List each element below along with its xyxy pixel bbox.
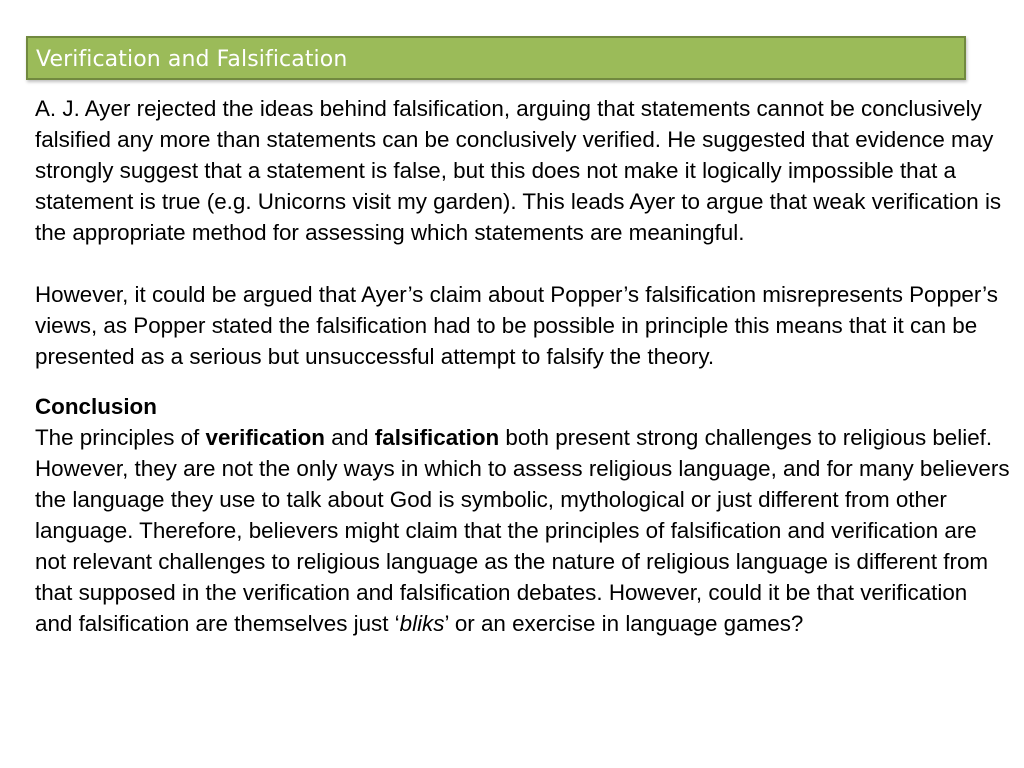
slide-body — [35, 93, 1010, 639]
slide-title: Verification and Falsification — [36, 47, 348, 72]
paragraph-popper: However, it could be argued that Ayer’s claim about Popper’s falsification misrepresents Popper’s views, as Popper stated the falsification had to be possible in principle this means that it can be presented as a serious but unsuccessful attempt to falsify the theory. — [35, 282, 998, 369]
term-falsification: falsification — [374, 425, 500, 450]
paragraph-ayer: A. J. Ayer rejected the ideas behind falsification, arguing that statements cannot be conclusively falsified any more than statements can be conclusively verified. He suggested that evidence may strongly suggest that a statement is false, but this does not make it logically impossible that a statement is true (e.g. Unicorns visit my garden). This leads Ayer to argue that weak verification is the appropriate method for assessing which statements are meaningful. — [35, 96, 1002, 245]
conclusion-paragraph — [35, 422, 1010, 639]
conclusion-text-middle: both present strong challenges to religious belief. However, they are not the only ways in which to assess religious language, and for many believers the language they use to talk about God is symbolic, mythological or just different from other language. Therefore, believers might claim that the principles of falsification and verification are not relevant challenges to religious language as the nature of religious language is different from that supposed in the verification and falsification debates. However, could it be that verification and falsification are themselves just ‘ — [35, 425, 1010, 636]
term-verification: verification — [205, 425, 325, 450]
conclusion-text-start: The principles of — [35, 425, 206, 450]
slide-title-bar — [26, 36, 966, 80]
conclusion-text-and: and — [324, 425, 375, 450]
conclusion-text-end: ’ or an exercise in language games? — [444, 611, 804, 636]
conclusion-heading: Conclusion — [35, 394, 157, 419]
term-bliks: bliks — [399, 611, 445, 636]
